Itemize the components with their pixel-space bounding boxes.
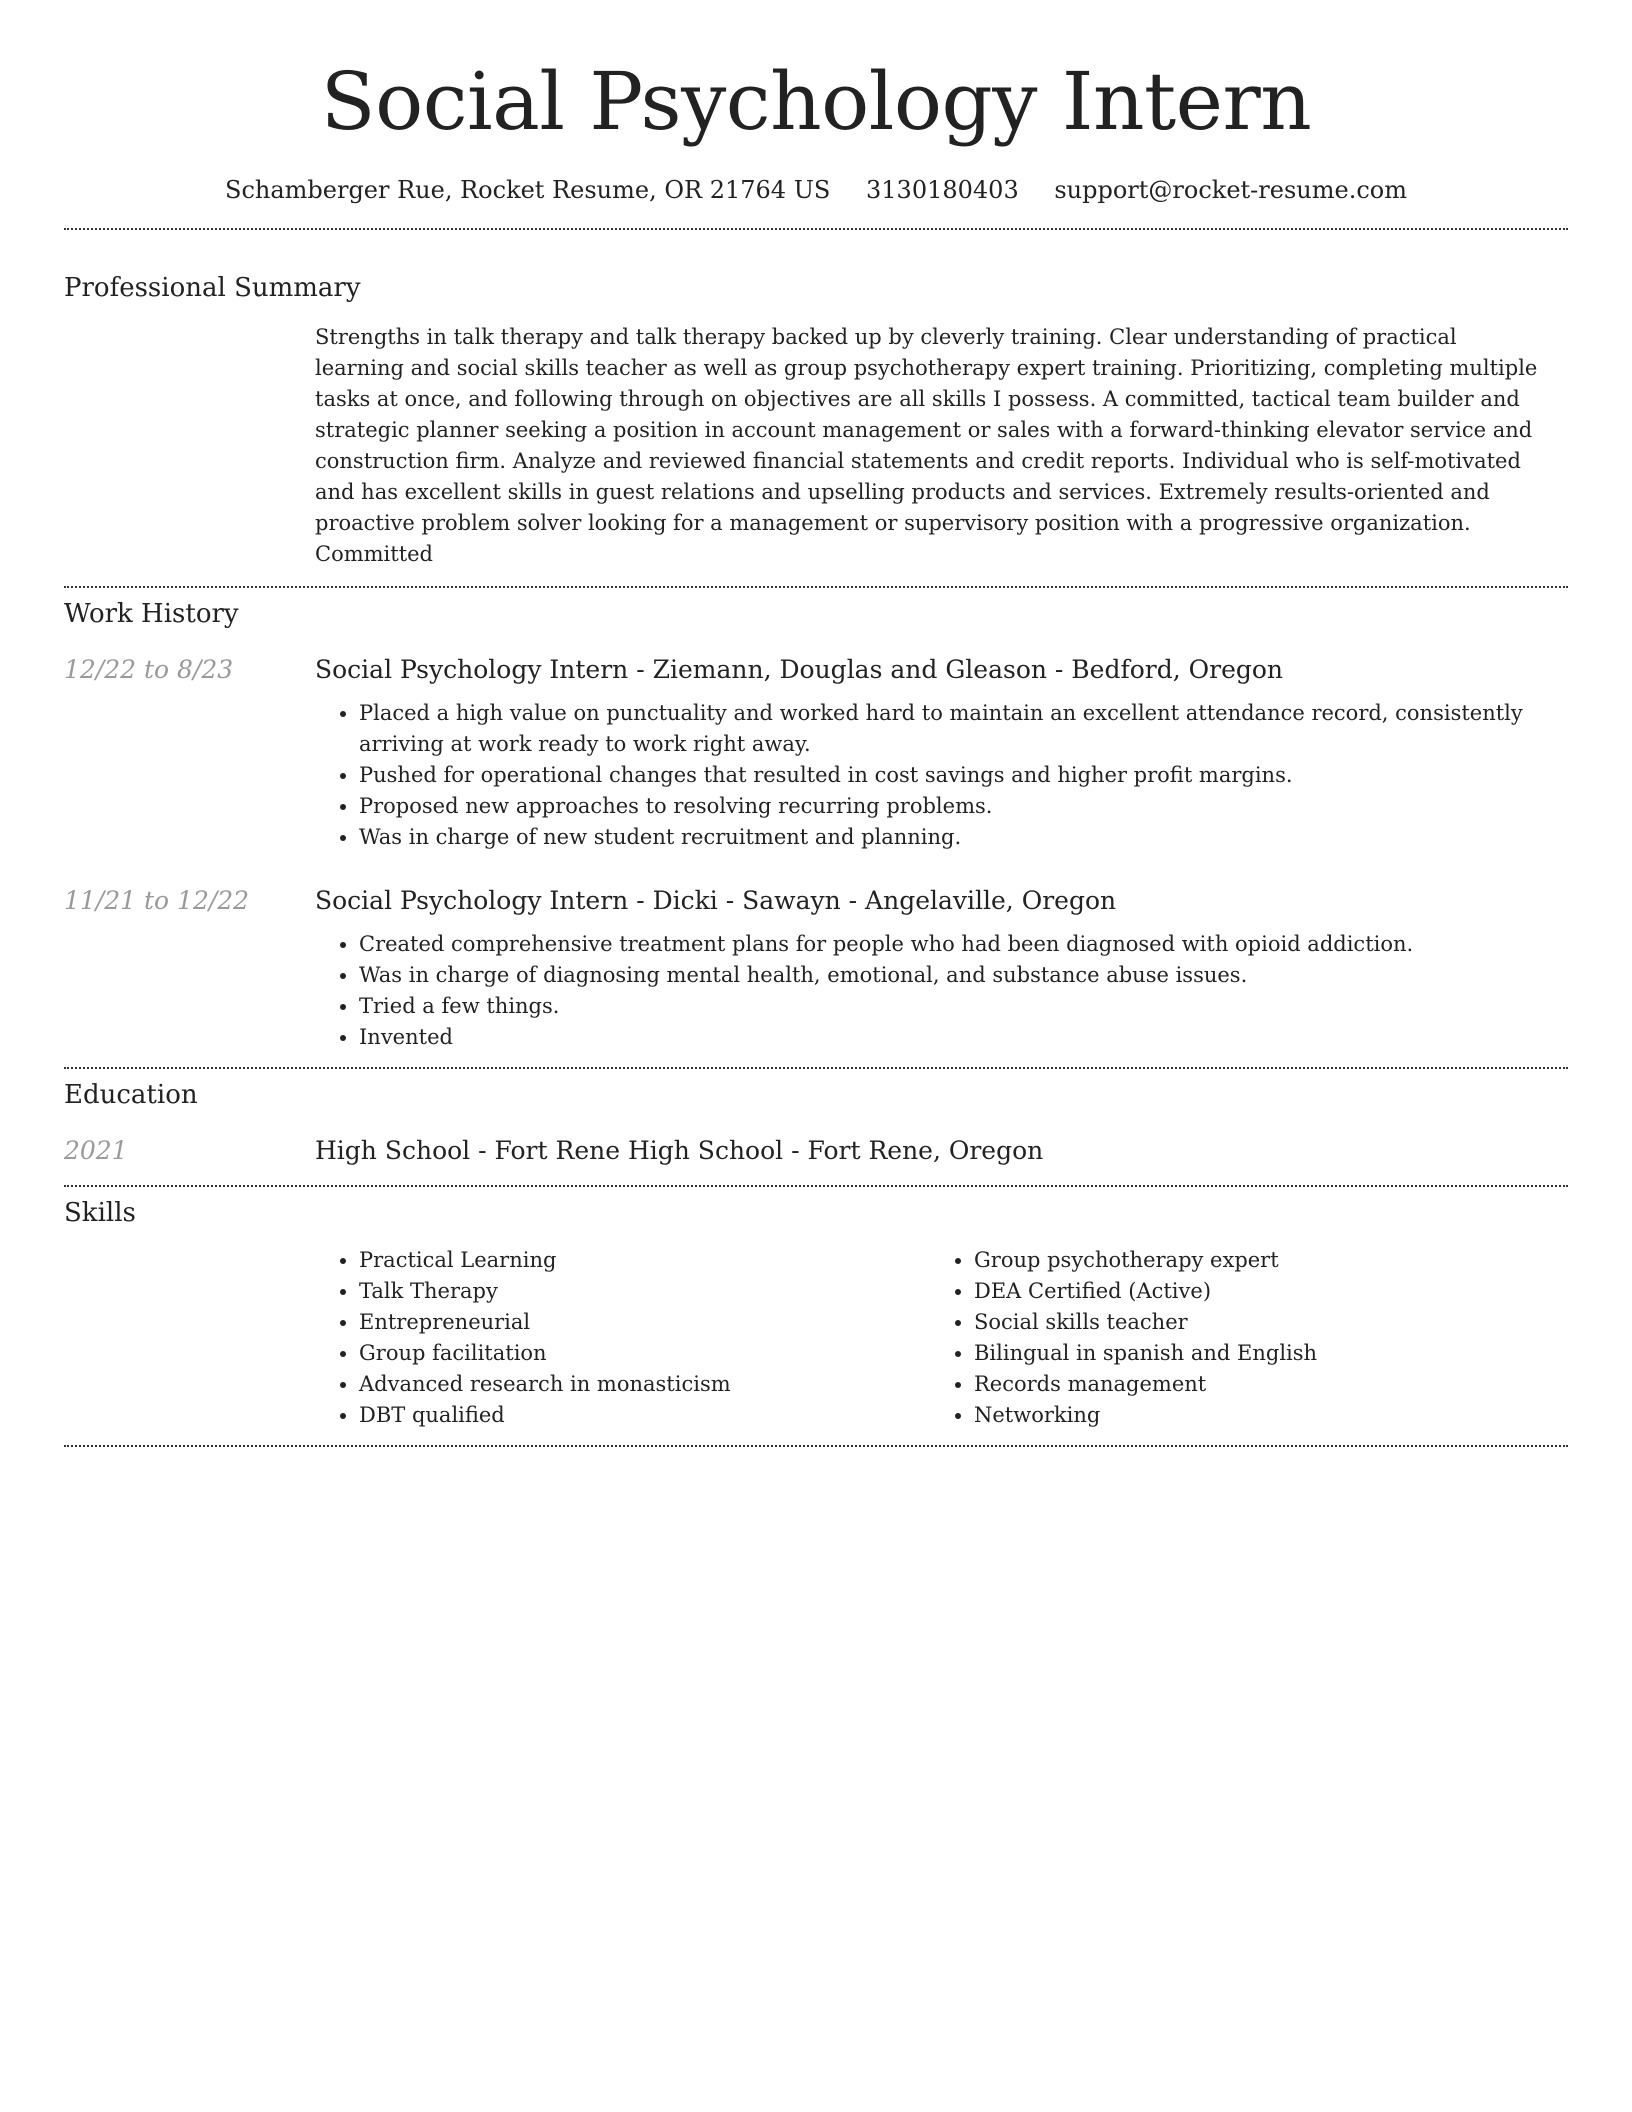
divider (64, 1185, 1568, 1187)
job-dates: 12/22 to 8/23 (64, 655, 234, 684)
job-bullets (315, 698, 1568, 853)
skills-columns (315, 1245, 1568, 1431)
list-item: • Pushed for operational changes that resulted in cost savings and higher profit margins. (359, 760, 1552, 791)
section-title-skills: Skills (64, 1198, 136, 1228)
list-item: • Talk Therapy (359, 1276, 930, 1307)
list-item: • Practical Learning (359, 1245, 930, 1276)
section-title-work-history: Work History (64, 599, 239, 629)
education-degree: High School (315, 1136, 471, 1165)
skills-list-left (315, 1245, 930, 1431)
job-entry (64, 883, 1568, 1053)
contact-address: Schamberger Rue, Rocket Resume, OR 21764 US (225, 176, 831, 204)
education-year: 2021 (64, 1136, 128, 1165)
section-title-education: Education (64, 1080, 198, 1110)
list-item: • Bilingual in spanish and English (974, 1338, 1574, 1369)
candidate-name: Social Psychology Intern (320, 55, 1312, 148)
divider (64, 1067, 1568, 1069)
contact-phone: 3130180403 (866, 176, 1019, 204)
education-entry (64, 1133, 1568, 1169)
list-item: • Proposed new approaches to resolving recurring problems. (359, 791, 1552, 822)
divider (64, 1445, 1568, 1447)
section-title-summary: Professional Summary (64, 273, 361, 303)
job-bullets (315, 929, 1568, 1053)
divider (64, 586, 1568, 588)
list-item: • Tried a few things. (359, 991, 1568, 1022)
list-item: • DBT qualified (359, 1400, 930, 1431)
list-item: • Was in charge of diagnosing mental health, emotional, and substance abuse issues. (359, 960, 1568, 991)
job-body (315, 883, 1568, 1053)
summary-row (64, 322, 1568, 570)
education-body (315, 1133, 1568, 1169)
summary-text: Strengths in talk therapy and talk therapy backed up by cleverly training. Clear understanding of practical learning and social skills teacher as well as group psychotherapy expert training. Prioritizing, completing multiple tasks at once, and following through on objectives are all skills I possess. A committed, tactical team builder and strategic planner seeking a position in account management or sales with a forward-thinking elevator service and construction firm. Analyze and reviewed financial statements and credit reports. Individual who is self-motivated and has excellent skills in guest relations and upselling products and services. Extremely results-oriented and proactive problem solver looking for a management or supervisory position with a progressive organization. Committed (315, 325, 1538, 566)
job-entry (64, 652, 1568, 853)
list-item: • Placed a high value on punctuality and worked hard to maintain an excellent attendance record, consistently arriving at work ready to work right away. (359, 698, 1552, 760)
job-role: Social Psychology Intern (315, 655, 629, 684)
job-company: - Ziemann, Douglas and Gleason - Bedford, Oregon (628, 655, 1284, 684)
job-body (315, 652, 1568, 853)
education-heading (315, 1133, 1568, 1169)
job-heading (315, 652, 1568, 688)
list-item: • Records management (974, 1369, 1574, 1400)
list-item: • Was in charge of new student recruitment and planning. (359, 822, 1552, 853)
list-item: • Created comprehensive treatment plans for people who had been diagnosed with opioid addiction. (359, 929, 1568, 960)
summary-body (315, 322, 1568, 570)
list-item: • Networking (974, 1400, 1574, 1431)
list-item: • Group psychotherapy expert (974, 1245, 1574, 1276)
contact-email: support@rocket-resume.com (1054, 176, 1407, 204)
education-school: - Fort Rene High School - Fort Rene, Oregon (470, 1136, 1044, 1165)
job-company: - Dicki - Sawayn - Angelaville, Oregon (628, 886, 1117, 915)
list-item: • Group facilitation (359, 1338, 930, 1369)
job-dates: 11/21 to 12/22 (64, 886, 250, 915)
resume-page (64, 0, 1568, 1447)
list-item: • Social skills teacher (974, 1307, 1574, 1338)
job-role: Social Psychology Intern (315, 886, 629, 915)
list-item: • Invented (359, 1022, 1568, 1053)
job-heading (315, 883, 1568, 919)
skills-list-right (930, 1245, 1574, 1431)
contact-line (64, 172, 1568, 208)
list-item: • Entrepreneurial (359, 1307, 930, 1338)
list-item: • DEA Certified (Active) (974, 1276, 1574, 1307)
skills-row (64, 1245, 1568, 1431)
divider (64, 228, 1568, 230)
list-item: • Advanced research in monasticism (359, 1369, 930, 1400)
